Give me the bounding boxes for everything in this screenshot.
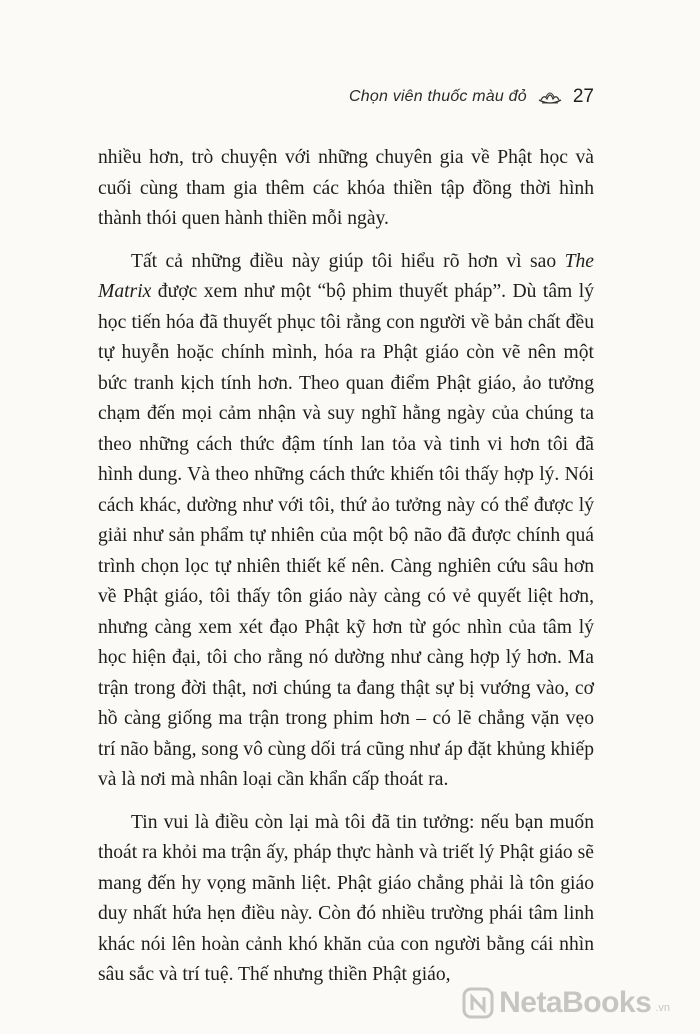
watermark-text: NetaBooks [499,986,652,1019]
paragraph-2-text-start: Tất cả những điều này giúp tôi hiểu rõ hơn vì sao [131,250,565,272]
paragraph-1-text: nhiều hơn, trò chuyện với những chuyên gia về Phật học và cuối cùng tham gia thêm các khóa thiền tập đồng thời hình thành thói quen hành thiền mỗi ngày. [98,147,594,229]
body-text [98,143,594,1003]
film-title: The Matrix [98,250,594,302]
netabooks-logo-icon [461,986,495,1020]
netabooks-watermark [461,986,670,1020]
paragraph-2 [98,247,594,796]
paragraph-3-text: Tin vui là điều còn lại mà tôi đã tin tưởng: nếu bạn muốn thoát ra khỏi ma trận ấy, pháp thực hành và triết lý Phật giáo sẽ mang đến hy vọng mãnh liệt. Phật giáo chẳng phải là tôn giáo duy nhất hứa hẹn điều này. Còn đó nhiều trường phái tâm linh khác nói lên hoàn cảnh khó khăn của con người bằng cái nhìn sâu sắc và trí tuệ. Thế nhưng thiền Phật giáo, [98,811,594,985]
paragraph-1 [98,143,594,235]
chapter-title: Chọn viên thuốc màu đỏ [349,88,527,105]
paragraph-3 [98,808,594,991]
paragraph-2-text-rest: được xem như một “bộ phim thuyết pháp”. Dù tâm lý học tiến hóa đã thuyết phục tôi rằng con người về bản chất đều tự huyễn hoặc chính mình, hóa ra Phật giáo còn vẽ nên một bức tranh kịch tính hơn. Theo quan điểm Phật giáo, ảo tưởng chạm đến mọi cảm nhận và suy nghĩ hằng ngày của chúng ta theo những cách thức đậm tính lan tỏa và tinh vi hơn tôi đã hình dung. Và theo những cách thức khiến tôi thấy hợp lý. Nói cách khác, dường như với tôi, thứ ảo tưởng này có thể được lý giải như sản phẩm tự nhiên của một bộ não đã được chính quá trình chọn lọc tự nhiên thiết kế nên. Càng nghiên cứu sâu hơn về Phật giáo, tôi thấy tôn giáo này càng có vẻ quyết liệt hơn, nhưng càng xem xét đạo Phật kỹ hơn từ góc nhìn của tâm lý học hiện đại, tôi cho rằng nó dường như càng hợp lý hơn. Ma trận trong đời thật, nơi chúng ta đang thật sự bị vướng vào, cơ hồ càng giống ma trận trong phim hơn – có lẽ chẳng vặn vẹo trí não bằng, song vô cùng dối trá cũng như áp đặt khủng khiếp và là nơi mà nhân loại cần khẩn cấp thoát ra. [98,281,595,790]
running-header [349,86,594,108]
lotus-ornament-icon [537,88,563,106]
page-number: 27 [572,86,594,107]
watermark-suffix: .vn [655,1002,670,1014]
